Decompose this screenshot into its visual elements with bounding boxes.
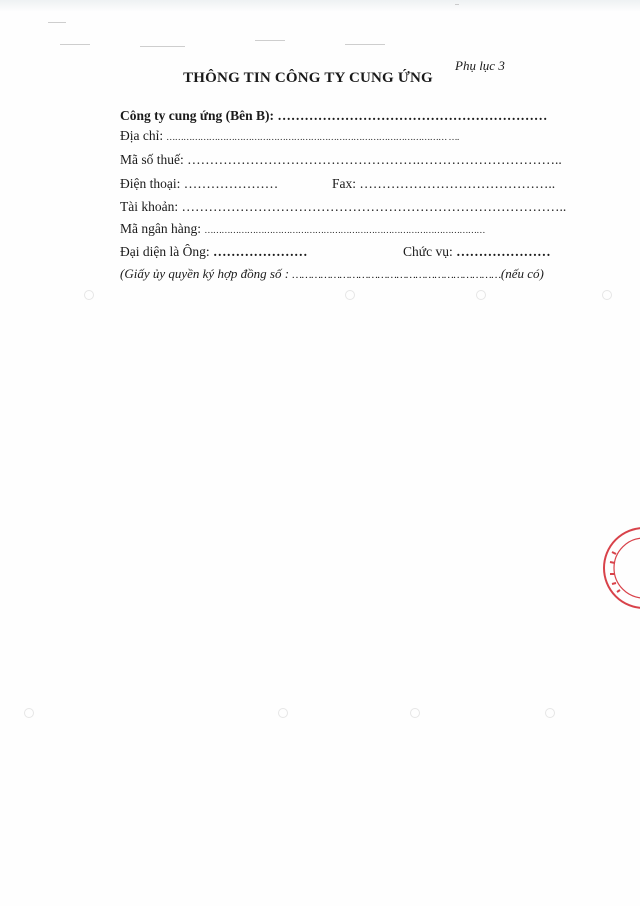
tax-field[interactable]: …………………………………………….………………………….. bbox=[187, 152, 562, 167]
scan-mark bbox=[476, 290, 486, 300]
account-field[interactable]: ………………………………………………………………………….. bbox=[181, 199, 567, 214]
appendix-label: Phụ lục 3 bbox=[455, 58, 505, 73]
authorization-suffix: (nếu có) bbox=[500, 266, 544, 281]
company-label: Công ty cung ứng (Bên B): bbox=[120, 108, 274, 123]
scan-speck bbox=[140, 46, 185, 47]
fax-field[interactable]: …………………………………….. bbox=[359, 176, 556, 191]
address-row bbox=[120, 128, 459, 144]
position-row bbox=[403, 244, 551, 260]
rep-field[interactable]: ………………… bbox=[212, 244, 308, 259]
rep-row bbox=[120, 244, 307, 260]
tax-row bbox=[120, 152, 562, 168]
rep-label: Đại diện là Ông: bbox=[120, 244, 210, 259]
account-row bbox=[120, 199, 566, 215]
scan-mark bbox=[345, 290, 355, 300]
scan-mark bbox=[84, 290, 94, 300]
tax-label: Mã số thuế: bbox=[120, 152, 184, 167]
scan-mark bbox=[410, 708, 420, 718]
scan-speck bbox=[345, 44, 385, 45]
scan-mark bbox=[602, 290, 612, 300]
scan-speck bbox=[60, 44, 90, 45]
scan-speck bbox=[455, 4, 459, 5]
bank-code-label: Mã ngân hàng: bbox=[120, 221, 201, 236]
scan-mark bbox=[278, 708, 288, 718]
scan-edge bbox=[0, 0, 640, 12]
position-label: Chức vụ: bbox=[403, 244, 453, 259]
scan-mark bbox=[24, 708, 34, 718]
authorization-label: (Giấy ủy quyền ký hợp đồng số : bbox=[120, 266, 290, 281]
page-title: THÔNG TIN CÔNG TY CUNG ỨNG bbox=[183, 70, 433, 86]
account-label: Tài khoản: bbox=[120, 199, 179, 214]
phone-field[interactable]: ………………… bbox=[183, 176, 279, 191]
authorization-field[interactable]: ………………………………………………………… bbox=[292, 269, 501, 281]
company-seal bbox=[592, 522, 640, 614]
phone-label: Điện thoại: bbox=[120, 176, 181, 191]
address-label: Địa chỉ: bbox=[120, 128, 164, 143]
fax-row bbox=[332, 176, 555, 192]
position-field[interactable]: ………………… bbox=[456, 244, 551, 259]
company-field[interactable]: …………………………………………………… bbox=[277, 108, 548, 123]
scan-speck bbox=[48, 22, 66, 23]
authorization-row bbox=[120, 266, 544, 282]
scan-speck bbox=[255, 40, 285, 41]
fax-label: Fax: bbox=[332, 176, 357, 191]
scan-mark bbox=[545, 708, 555, 718]
address-field[interactable]: ……………………………………………………………………………………… …. bbox=[166, 132, 459, 142]
bank-code-field[interactable]: ……………………………………………………………………………………… bbox=[204, 225, 485, 235]
company-row bbox=[120, 108, 547, 124]
bank-code-row bbox=[120, 221, 485, 237]
phone-row bbox=[120, 176, 278, 192]
